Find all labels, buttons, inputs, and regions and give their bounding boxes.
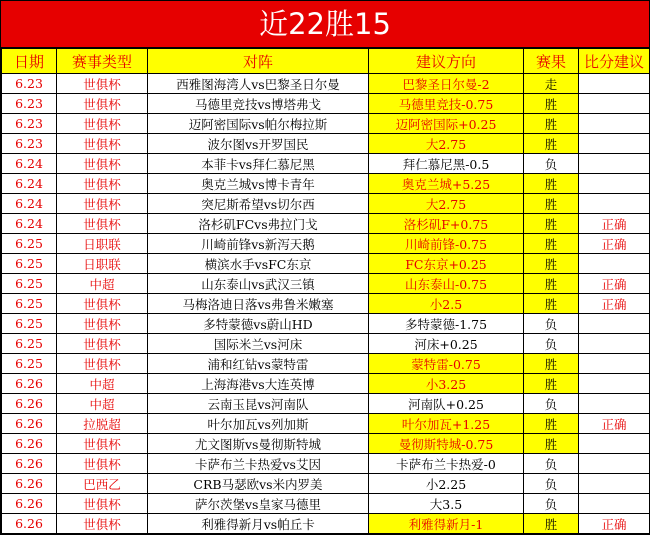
header-advice: 建议方向 [369, 49, 524, 74]
advice-cell: 小2.25 [369, 474, 524, 494]
date-cell: 6.26 [2, 434, 57, 454]
advice-cell: 卡萨布兰卡热爱-0 [369, 454, 524, 474]
score-cell [579, 94, 650, 114]
advice-cell: 利雅得新月-1 [369, 514, 524, 534]
score-cell: 正确 [579, 214, 650, 234]
league-cell: 世俱杯 [57, 454, 148, 474]
result-cell: 负 [524, 474, 579, 494]
match-cell: 突尼斯希望vs切尔西 [148, 194, 369, 214]
match-cell: 山东泰山vs武汉三镇 [148, 274, 369, 294]
result-cell: 胜 [524, 134, 579, 154]
league-cell: 世俱杯 [57, 114, 148, 134]
league-cell: 中超 [57, 394, 148, 414]
score-cell [579, 174, 650, 194]
result-cell: 胜 [524, 194, 579, 214]
score-cell [579, 374, 650, 394]
result-cell: 胜 [524, 414, 579, 434]
table-row [2, 254, 650, 274]
advice-cell: 蒙特雷-0.75 [369, 354, 524, 374]
table-row [2, 314, 650, 334]
header-score: 比分建议 [579, 49, 650, 74]
result-cell: 负 [524, 394, 579, 414]
date-cell: 6.25 [2, 234, 57, 254]
table-row [2, 274, 650, 294]
score-cell: 正确 [579, 274, 650, 294]
page-title: 近22胜15 [1, 1, 649, 48]
result-cell: 胜 [524, 274, 579, 294]
table-row [2, 494, 650, 514]
league-cell: 世俱杯 [57, 334, 148, 354]
match-cell: 洛杉矶FCvs弗拉门戈 [148, 214, 369, 234]
match-cell: 横滨水手vsFC东京 [148, 254, 369, 274]
date-cell: 6.26 [2, 514, 57, 534]
advice-cell: 奥克兰城+5.25 [369, 174, 524, 194]
match-cell: 利雅得新月vs帕丘卡 [148, 514, 369, 534]
advice-cell: 迈阿密国际+0.25 [369, 114, 524, 134]
league-cell: 世俱杯 [57, 174, 148, 194]
header-row [2, 49, 650, 74]
date-cell: 6.25 [2, 294, 57, 314]
result-cell: 胜 [524, 214, 579, 234]
result-cell: 走 [524, 74, 579, 94]
result-cell: 负 [524, 154, 579, 174]
table-row [2, 294, 650, 314]
score-cell [579, 434, 650, 454]
match-cell: 尤文图斯vs曼彻斯特城 [148, 434, 369, 454]
score-cell [579, 474, 650, 494]
table-row [2, 154, 650, 174]
result-cell: 胜 [524, 94, 579, 114]
date-cell: 6.23 [2, 74, 57, 94]
advice-cell: 小3.25 [369, 374, 524, 394]
result-cell: 胜 [524, 434, 579, 454]
score-cell [579, 154, 650, 174]
advice-cell: 曼彻斯特城-0.75 [369, 434, 524, 454]
date-cell: 6.24 [2, 154, 57, 174]
score-cell [579, 454, 650, 474]
league-cell: 巴西乙 [57, 474, 148, 494]
league-cell: 世俱杯 [57, 354, 148, 374]
advice-cell: 大2.75 [369, 134, 524, 154]
score-cell [579, 114, 650, 134]
match-cell: 浦和红钻vs蒙特雷 [148, 354, 369, 374]
date-cell: 6.25 [2, 334, 57, 354]
advice-cell: FC东京+0.25 [369, 254, 524, 274]
match-cell: 西雅图海湾人vs巴黎圣日尔曼 [148, 74, 369, 94]
match-cell: 卡萨布兰卡热爱vs艾因 [148, 454, 369, 474]
predictions-table [1, 48, 650, 534]
result-cell: 负 [524, 454, 579, 474]
league-cell: 世俱杯 [57, 74, 148, 94]
league-cell: 世俱杯 [57, 514, 148, 534]
league-cell: 世俱杯 [57, 154, 148, 174]
table-row [2, 94, 650, 114]
league-cell: 中超 [57, 274, 148, 294]
match-cell: 上海海港vs大连英博 [148, 374, 369, 394]
score-cell [579, 314, 650, 334]
date-cell: 6.24 [2, 174, 57, 194]
league-cell: 世俱杯 [57, 214, 148, 234]
table-row [2, 114, 650, 134]
result-cell: 胜 [524, 174, 579, 194]
advice-cell: 多特蒙德-1.75 [369, 314, 524, 334]
date-cell: 6.23 [2, 114, 57, 134]
advice-cell: 叶尔加瓦+1.25 [369, 414, 524, 434]
match-cell: 马德里竞技vs博塔弗戈 [148, 94, 369, 114]
score-cell [579, 334, 650, 354]
advice-cell: 马德里竞技-0.75 [369, 94, 524, 114]
score-cell [579, 74, 650, 94]
header-date: 日期 [2, 49, 57, 74]
score-cell: 正确 [579, 414, 650, 434]
table-row [2, 474, 650, 494]
match-cell: CRB马瑟欧vs米内罗美 [148, 474, 369, 494]
league-cell: 世俱杯 [57, 314, 148, 334]
score-cell: 正确 [579, 234, 650, 254]
advice-cell: 洛杉矶F+0.75 [369, 214, 524, 234]
advice-cell: 川崎前锋-0.75 [369, 234, 524, 254]
match-cell: 多特蒙德vs蔚山HD [148, 314, 369, 334]
result-cell: 胜 [524, 354, 579, 374]
league-cell: 拉脱超 [57, 414, 148, 434]
header-league: 赛事类型 [57, 49, 148, 74]
table-row [2, 234, 650, 254]
header-result: 赛果 [524, 49, 579, 74]
score-cell [579, 134, 650, 154]
match-cell: 迈阿密国际vs帕尔梅拉斯 [148, 114, 369, 134]
table-row [2, 214, 650, 234]
league-cell: 世俱杯 [57, 94, 148, 114]
table-row [2, 414, 650, 434]
score-cell: 正确 [579, 294, 650, 314]
table-row [2, 134, 650, 154]
advice-cell: 大2.75 [369, 194, 524, 214]
league-cell: 中超 [57, 374, 148, 394]
date-cell: 6.24 [2, 194, 57, 214]
score-cell [579, 254, 650, 274]
advice-cell: 小2.5 [369, 294, 524, 314]
match-cell: 国际米兰vs河床 [148, 334, 369, 354]
table-row [2, 434, 650, 454]
date-cell: 6.23 [2, 94, 57, 114]
table-row [2, 374, 650, 394]
table-row [2, 454, 650, 474]
date-cell: 6.26 [2, 394, 57, 414]
result-cell: 负 [524, 494, 579, 514]
score-cell: 正确 [579, 514, 650, 534]
date-cell: 6.25 [2, 354, 57, 374]
header-match: 对阵 [148, 49, 369, 74]
result-cell: 胜 [524, 514, 579, 534]
date-cell: 6.23 [2, 134, 57, 154]
advice-cell: 河床+0.25 [369, 334, 524, 354]
date-cell: 6.26 [2, 494, 57, 514]
league-cell: 日职联 [57, 234, 148, 254]
advice-cell: 河南队+0.25 [369, 394, 524, 414]
league-cell: 世俱杯 [57, 134, 148, 154]
score-cell [579, 394, 650, 414]
match-cell: 波尔图vs开罗国民 [148, 134, 369, 154]
score-cell [579, 194, 650, 214]
date-cell: 6.25 [2, 274, 57, 294]
league-cell: 世俱杯 [57, 434, 148, 454]
advice-cell: 大3.5 [369, 494, 524, 514]
match-cell: 本菲卡vs拜仁慕尼黑 [148, 154, 369, 174]
result-cell: 胜 [524, 254, 579, 274]
table-row [2, 334, 650, 354]
table-row [2, 174, 650, 194]
date-cell: 6.25 [2, 254, 57, 274]
date-cell: 6.26 [2, 414, 57, 434]
table-row [2, 514, 650, 534]
result-cell: 胜 [524, 374, 579, 394]
date-cell: 6.24 [2, 214, 57, 234]
result-cell: 胜 [524, 294, 579, 314]
table-row [2, 194, 650, 214]
date-cell: 6.26 [2, 454, 57, 474]
result-cell: 负 [524, 314, 579, 334]
result-cell: 负 [524, 334, 579, 354]
score-cell [579, 494, 650, 514]
table-row [2, 354, 650, 374]
league-cell: 日职联 [57, 254, 148, 274]
match-cell: 叶尔加瓦vs列加斯 [148, 414, 369, 434]
date-cell: 6.25 [2, 314, 57, 334]
score-cell [579, 354, 650, 374]
league-cell: 世俱杯 [57, 194, 148, 214]
advice-cell: 山东泰山-0.75 [369, 274, 524, 294]
result-cell: 胜 [524, 114, 579, 134]
match-cell: 萨尔茨堡vs皇家马德里 [148, 494, 369, 514]
match-cell: 云南玉昆vs河南队 [148, 394, 369, 414]
league-cell: 世俱杯 [57, 494, 148, 514]
table-row [2, 74, 650, 94]
match-cell: 川崎前锋vs新泻天鹅 [148, 234, 369, 254]
league-cell: 世俱杯 [57, 294, 148, 314]
match-cell: 奥克兰城vs博卡青年 [148, 174, 369, 194]
match-cell: 马梅洛迪日落vs弗鲁米嫩塞 [148, 294, 369, 314]
date-cell: 6.26 [2, 374, 57, 394]
advice-cell: 巴黎圣日尔曼-2 [369, 74, 524, 94]
date-cell: 6.26 [2, 474, 57, 494]
result-cell: 胜 [524, 234, 579, 254]
table-row [2, 394, 650, 414]
advice-cell: 拜仁慕尼黑-0.5 [369, 154, 524, 174]
